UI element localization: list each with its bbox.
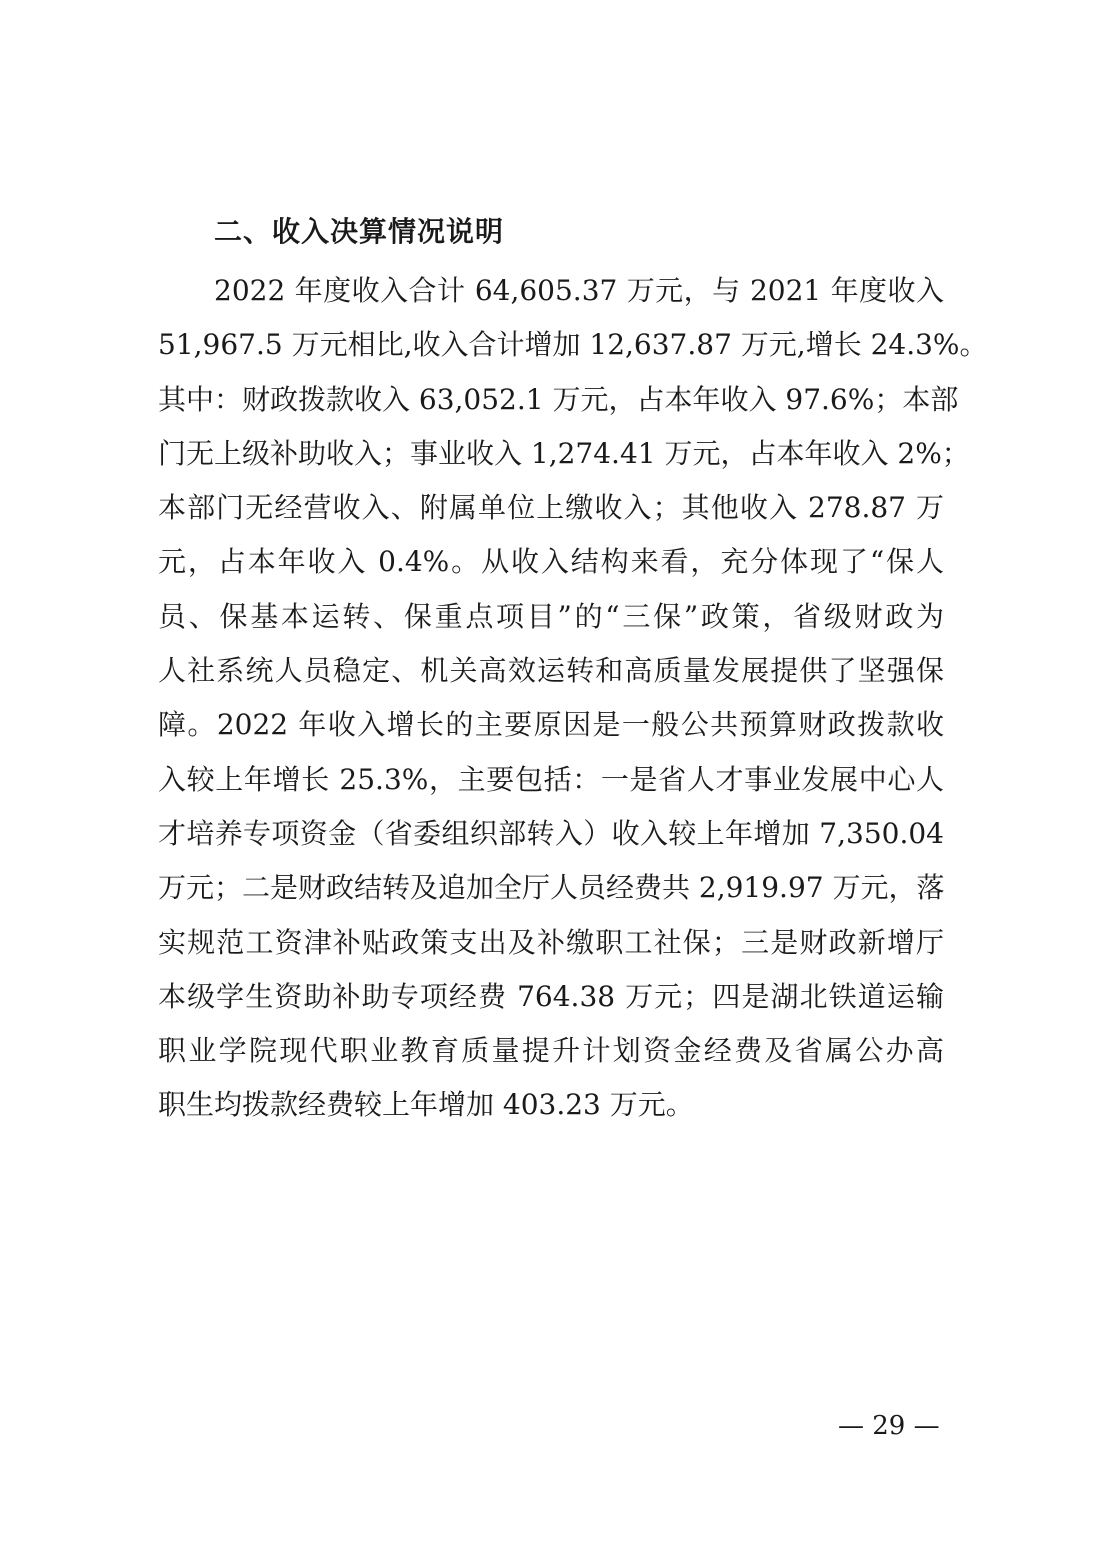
paragraph-line: 其中：财政拨款收入 63,052.1 万元，占本年收入 97.6%；本部 [158,382,959,416]
paragraph-line: 职业学院现代职业教育质量提升计划资金经费及省属公办高 [158,1034,944,1068]
paragraph-line: 障。2022 年收入增长的主要原因是一般公共预算财政拨款收 [158,708,944,742]
paragraph-line: 入较上年增长 25.3%，主要包括：一是省人才事业发展中心人 [158,762,944,796]
paragraph-line: 职生均拨款经费较上年增加 403.23 万元。 [158,1088,694,1122]
paragraph-line: 51,967.5 万元相比,收入合计增加 12,637.87 万元,增长 24.3%。 [158,328,988,362]
paragraph-line: 才培养专项资金（省委组织部转入）收入较上年增加 7,350.04 [158,816,944,850]
body-paragraph [158,264,988,1133]
paragraph-line: 本部门无经营收入、附属单位上缴收入；其他收入 278.87 万 [158,491,944,525]
page-number: — 29 — [838,1411,940,1441]
paragraph-line: 本级学生资助补助专项经费 764.38 万元；四是湖北铁道运输 [158,979,944,1013]
paragraph-line: 2022 年度收入合计 64,605.37 万元，与 2021 年度收入 [214,274,944,307]
paragraph-line: 万元；二是财政结转及追加全厅人员经费共 2,919.97 万元，落 [158,871,945,905]
paragraph-line: 门无上级补助收入；事业收入 1,274.41 万元，占本年收入 2%； [158,436,970,470]
paragraph-line: 人社系统人员稳定、机关高效运转和高质量发展提供了坚强保 [158,654,944,688]
paragraph-line: 实规范工资津补贴政策支出及补缴职工社保；三是财政新增厅 [158,925,944,959]
paragraph-line: 元，占本年收入 0.4%。从收入结构来看，充分体现了“保人 [158,545,944,579]
section-heading: 二、收入决算情况说明 [214,215,505,248]
paragraph-line: 员、保基本运转、保重点项目”的“三保”政策，省级财政为 [158,599,944,633]
